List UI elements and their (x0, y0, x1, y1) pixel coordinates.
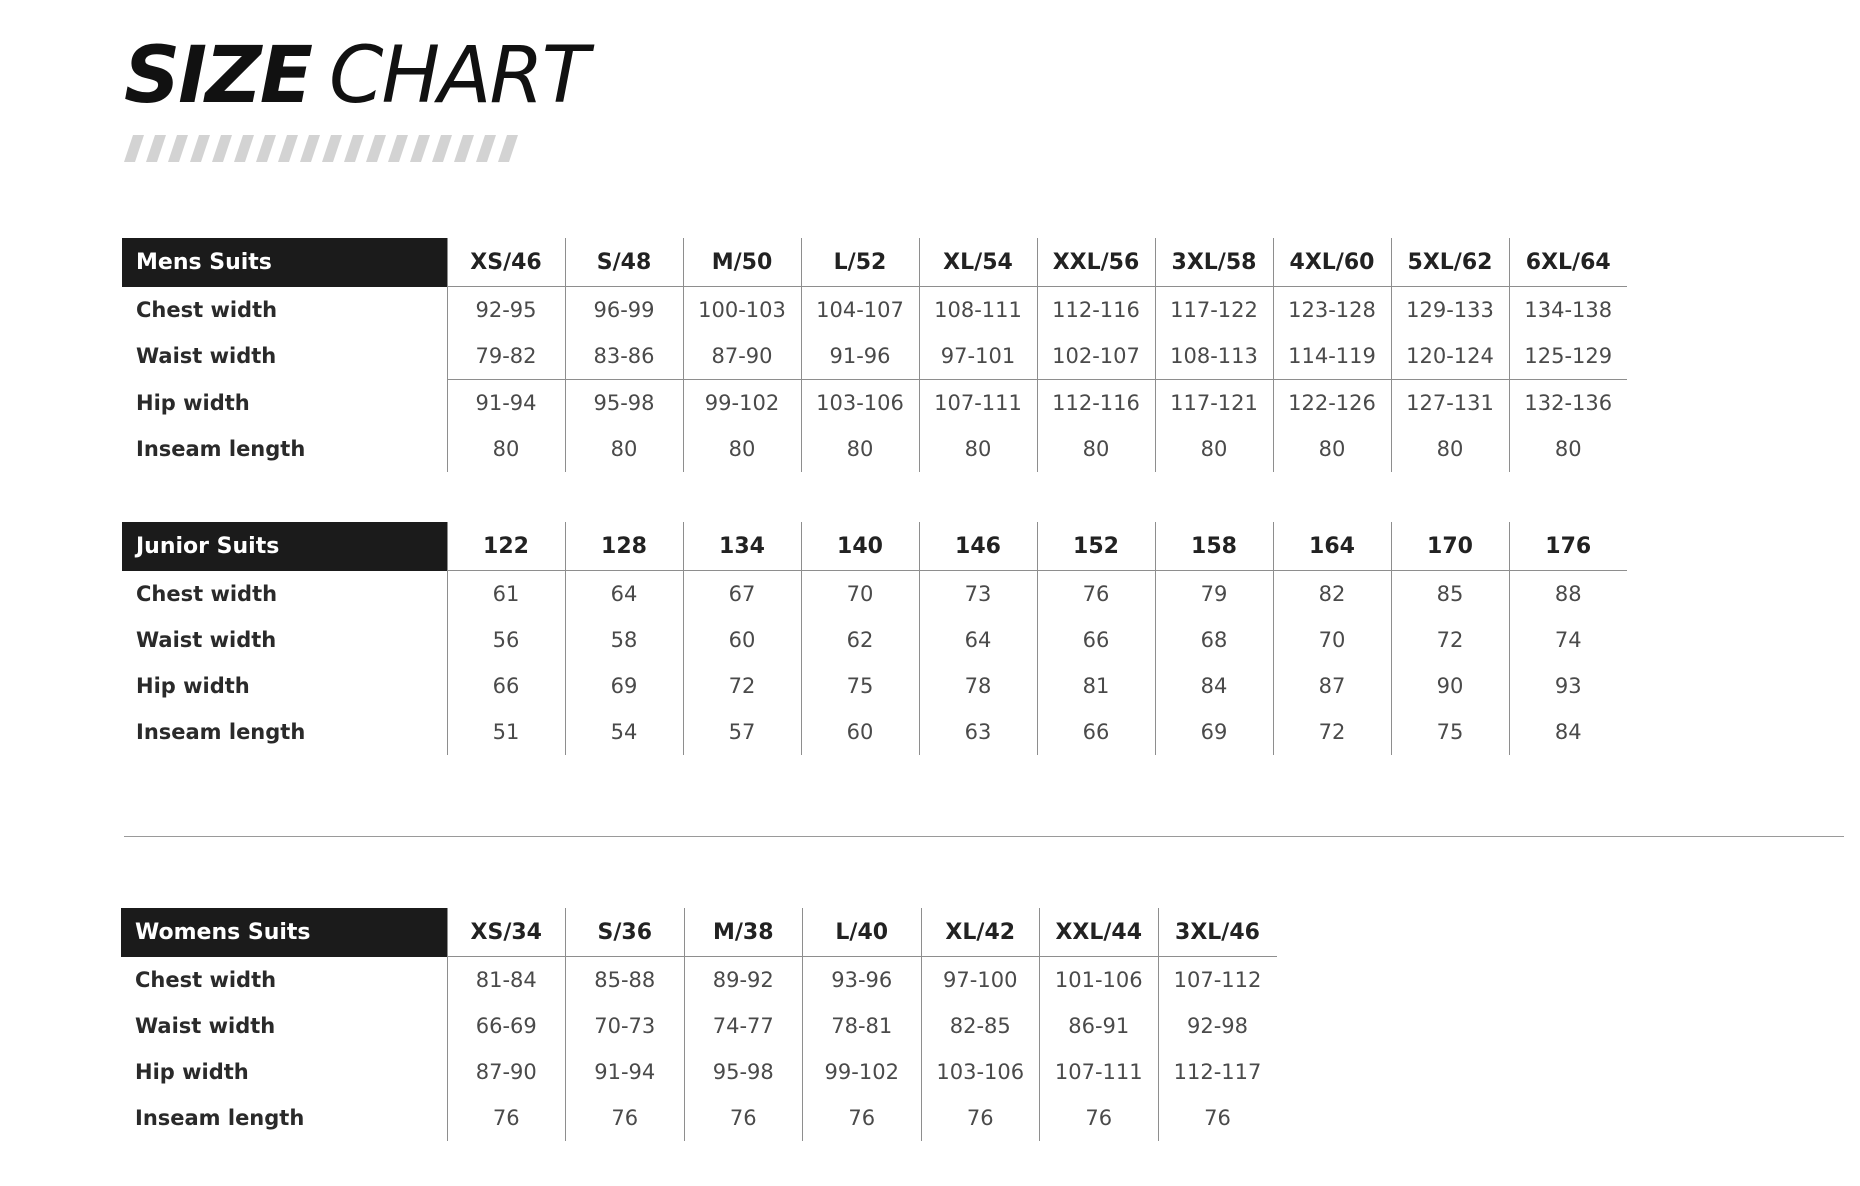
title-bold: SIZE (124, 31, 312, 121)
measurement-value: 93 (1509, 663, 1627, 709)
table-row (121, 1095, 1277, 1141)
size-header: 5XL/62 (1391, 238, 1509, 287)
size-header: 140 (801, 522, 919, 571)
measurement-value: 78-81 (803, 1003, 922, 1049)
measurement-value: 76 (1040, 1095, 1159, 1141)
measurement-value: 76 (1037, 571, 1155, 618)
measurement-value: 107-111 (1040, 1049, 1159, 1095)
stripe (476, 135, 496, 162)
measurement-value: 120-124 (1391, 333, 1509, 380)
measurement-value: 114-119 (1273, 333, 1391, 380)
measurement-value: 86-91 (1040, 1003, 1159, 1049)
measurement-label: Hip width (136, 390, 250, 415)
measurement-label: Waist width (135, 1014, 276, 1038)
measurement-value: 107-111 (919, 380, 1037, 427)
measurement-value: 127-131 (1391, 380, 1509, 427)
measurement-value: 70 (801, 571, 919, 618)
size-header: 134 (683, 522, 801, 571)
measurement-value: 66 (1037, 709, 1155, 755)
table-title: Womens Suits (121, 908, 447, 957)
measurement-value: 112-117 (1158, 1049, 1277, 1095)
size-header: S/48 (565, 238, 683, 287)
measurement-value: 92-98 (1158, 1003, 1277, 1049)
measurement-value: 99-102 (803, 1049, 922, 1095)
measurement-value: 57 (683, 709, 801, 755)
measurement-value: 123-128 (1273, 287, 1391, 334)
stripe (212, 135, 232, 162)
measurement-value: 68 (1155, 617, 1273, 663)
measurement-value: 97-101 (919, 333, 1037, 380)
size-header: XXL/56 (1037, 238, 1155, 287)
table-row (121, 1049, 1277, 1095)
measurement-value: 62 (801, 617, 919, 663)
measurement-value: 79 (1155, 571, 1273, 618)
measurement-value: 95-98 (684, 1049, 803, 1095)
measurement-value: 96-99 (565, 287, 683, 334)
measurement-value: 80 (447, 426, 565, 472)
measurement-value: 82-85 (921, 1003, 1040, 1049)
stripe (322, 135, 342, 162)
measurement-value: 73 (919, 571, 1037, 618)
measurement-value: 91-94 (447, 380, 565, 427)
size-header: 158 (1155, 522, 1273, 571)
size-header: 6XL/64 (1509, 238, 1627, 287)
measurement-value: 91-96 (801, 333, 919, 380)
measurement-value: 70-73 (566, 1003, 685, 1049)
measurement-value: 87-90 (447, 1049, 566, 1095)
measurement-value: 108-111 (919, 287, 1037, 334)
measurement-value: 80 (1273, 426, 1391, 472)
stripe (278, 135, 298, 162)
stripe (344, 135, 364, 162)
page-title (124, 26, 587, 126)
womens-suits-table (121, 908, 1277, 1141)
measurement-value: 85 (1391, 571, 1509, 618)
measurement-value: 66-69 (447, 1003, 566, 1049)
measurement-value: 90 (1391, 663, 1509, 709)
stripe (498, 135, 518, 162)
measurement-value: 72 (683, 663, 801, 709)
size-header: 3XL/58 (1155, 238, 1273, 287)
measurement-value: 132-136 (1509, 380, 1627, 427)
stripe (234, 135, 254, 162)
measurement-value: 69 (1155, 709, 1273, 755)
table-row (122, 380, 1627, 427)
table-row (122, 571, 1627, 618)
measurement-value: 63 (919, 709, 1037, 755)
measurement-value: 56 (447, 617, 565, 663)
size-header: 3XL/46 (1158, 908, 1277, 957)
measurement-value: 84 (1155, 663, 1273, 709)
measurement-value: 80 (1509, 426, 1627, 472)
measurement-value: 69 (565, 663, 683, 709)
size-header: 128 (565, 522, 683, 571)
size-header: 164 (1273, 522, 1391, 571)
measurement-value: 89-92 (684, 957, 803, 1004)
measurement-value: 60 (801, 709, 919, 755)
table-title: Junior Suits (122, 522, 447, 571)
size-header: XS/46 (447, 238, 565, 287)
section-divider (124, 836, 1844, 837)
measurement-value: 80 (801, 426, 919, 472)
measurement-value: 92-95 (447, 287, 565, 334)
measurement-value: 91-94 (566, 1049, 685, 1095)
stripe (168, 135, 188, 162)
header-row (121, 908, 1277, 957)
size-header: XXL/44 (1040, 908, 1159, 957)
measurement-value: 76 (684, 1095, 803, 1141)
junior-suits-table (122, 522, 1627, 755)
measurement-value: 74-77 (684, 1003, 803, 1049)
stripe (432, 135, 452, 162)
table-row (122, 617, 1627, 663)
measurement-value: 81 (1037, 663, 1155, 709)
measurement-value: 54 (565, 709, 683, 755)
measurement-label: Hip width (136, 674, 250, 698)
measurement-value: 87 (1273, 663, 1391, 709)
size-header: M/50 (683, 238, 801, 287)
diagonal-stripes-decoration (124, 135, 524, 162)
measurement-value: 101-106 (1040, 957, 1159, 1004)
size-header: XL/42 (921, 908, 1040, 957)
measurement-value: 58 (565, 617, 683, 663)
size-header: 170 (1391, 522, 1509, 571)
size-header: XL/54 (919, 238, 1037, 287)
measurement-value: 72 (1391, 617, 1509, 663)
size-header: L/40 (803, 908, 922, 957)
measurement-value: 66 (447, 663, 565, 709)
measurement-value: 95-98 (565, 380, 683, 427)
stripe (388, 135, 408, 162)
measurement-value: 80 (565, 426, 683, 472)
measurement-value: 81-84 (447, 957, 566, 1004)
measurement-value: 67 (683, 571, 801, 618)
measurement-value: 129-133 (1391, 287, 1509, 334)
stripe (146, 135, 166, 162)
measurement-label: Chest width (135, 967, 277, 992)
size-header: 4XL/60 (1273, 238, 1391, 287)
measurement-value: 134-138 (1509, 287, 1627, 334)
table-row (121, 1003, 1277, 1049)
measurement-value: 61 (447, 571, 565, 618)
table-title: Mens Suits (122, 238, 447, 287)
measurement-value: 79-82 (447, 333, 565, 380)
measurement-value: 112-116 (1037, 380, 1155, 427)
measurement-value: 102-107 (1037, 333, 1155, 380)
measurement-value: 51 (447, 709, 565, 755)
stripe (256, 135, 276, 162)
measurement-value: 75 (801, 663, 919, 709)
measurement-label: Waist width (136, 344, 277, 369)
measurement-value: 80 (683, 426, 801, 472)
measurement-value: 103-106 (921, 1049, 1040, 1095)
measurement-label: Chest width (136, 581, 278, 606)
size-header: L/52 (801, 238, 919, 287)
table-row (122, 426, 1627, 472)
measurement-value: 122-126 (1273, 380, 1391, 427)
measurement-value: 93-96 (803, 957, 922, 1004)
measurement-value: 85-88 (566, 957, 685, 1004)
table-row (122, 709, 1627, 755)
measurement-value: 76 (566, 1095, 685, 1141)
table-row (122, 287, 1627, 334)
measurement-value: 83-86 (565, 333, 683, 380)
measurement-label: Hip width (135, 1060, 249, 1084)
measurement-value: 84 (1509, 709, 1627, 755)
measurement-value: 117-122 (1155, 287, 1273, 334)
measurement-value: 76 (1158, 1095, 1277, 1141)
measurement-label: Inseam length (135, 1106, 305, 1130)
stripe (124, 135, 144, 162)
size-header: 122 (447, 522, 565, 571)
measurement-value: 64 (919, 617, 1037, 663)
measurement-value: 76 (447, 1095, 566, 1141)
measurement-value: 80 (919, 426, 1037, 472)
measurement-value: 70 (1273, 617, 1391, 663)
stripe (454, 135, 474, 162)
size-header: 152 (1037, 522, 1155, 571)
measurement-value: 100-103 (683, 287, 801, 334)
measurement-value: 74 (1509, 617, 1627, 663)
measurement-label: Waist width (136, 628, 277, 652)
stripe (300, 135, 320, 162)
measurement-value: 87-90 (683, 333, 801, 380)
stripe (410, 135, 430, 162)
measurement-value: 117-121 (1155, 380, 1273, 427)
size-header: XS/34 (447, 908, 566, 957)
measurement-value: 125-129 (1509, 333, 1627, 380)
header-row (122, 522, 1627, 571)
measurement-label: Inseam length (136, 720, 306, 744)
measurement-value: 76 (803, 1095, 922, 1141)
stripe (366, 135, 386, 162)
stripe (190, 135, 210, 162)
measurement-value: 60 (683, 617, 801, 663)
measurement-value: 97-100 (921, 957, 1040, 1004)
table-row (121, 957, 1277, 1004)
measurement-value: 82 (1273, 571, 1391, 618)
measurement-value: 103-106 (801, 380, 919, 427)
measurement-value: 99-102 (683, 380, 801, 427)
measurement-value: 76 (921, 1095, 1040, 1141)
measurement-value: 78 (919, 663, 1037, 709)
measurement-value: 88 (1509, 571, 1627, 618)
measurement-value: 104-107 (801, 287, 919, 334)
size-header: M/38 (684, 908, 803, 957)
measurement-value: 80 (1037, 426, 1155, 472)
measurement-value: 108-113 (1155, 333, 1273, 380)
measurement-value: 72 (1273, 709, 1391, 755)
measurement-value: 66 (1037, 617, 1155, 663)
size-header: 176 (1509, 522, 1627, 571)
measurement-label: Chest width (136, 297, 278, 322)
measurement-label: Inseam length (136, 437, 306, 461)
measurement-value: 80 (1155, 426, 1273, 472)
measurement-value: 107-112 (1158, 957, 1277, 1004)
size-header: S/36 (566, 908, 685, 957)
table-row (122, 333, 1627, 380)
title-light: CHART (329, 31, 588, 121)
header-row (122, 238, 1627, 287)
measurement-value: 75 (1391, 709, 1509, 755)
size-header: 146 (919, 522, 1037, 571)
measurement-value: 80 (1391, 426, 1509, 472)
table-row (122, 663, 1627, 709)
mens-suits-table (122, 238, 1627, 472)
measurement-value: 112-116 (1037, 287, 1155, 334)
measurement-value: 64 (565, 571, 683, 618)
